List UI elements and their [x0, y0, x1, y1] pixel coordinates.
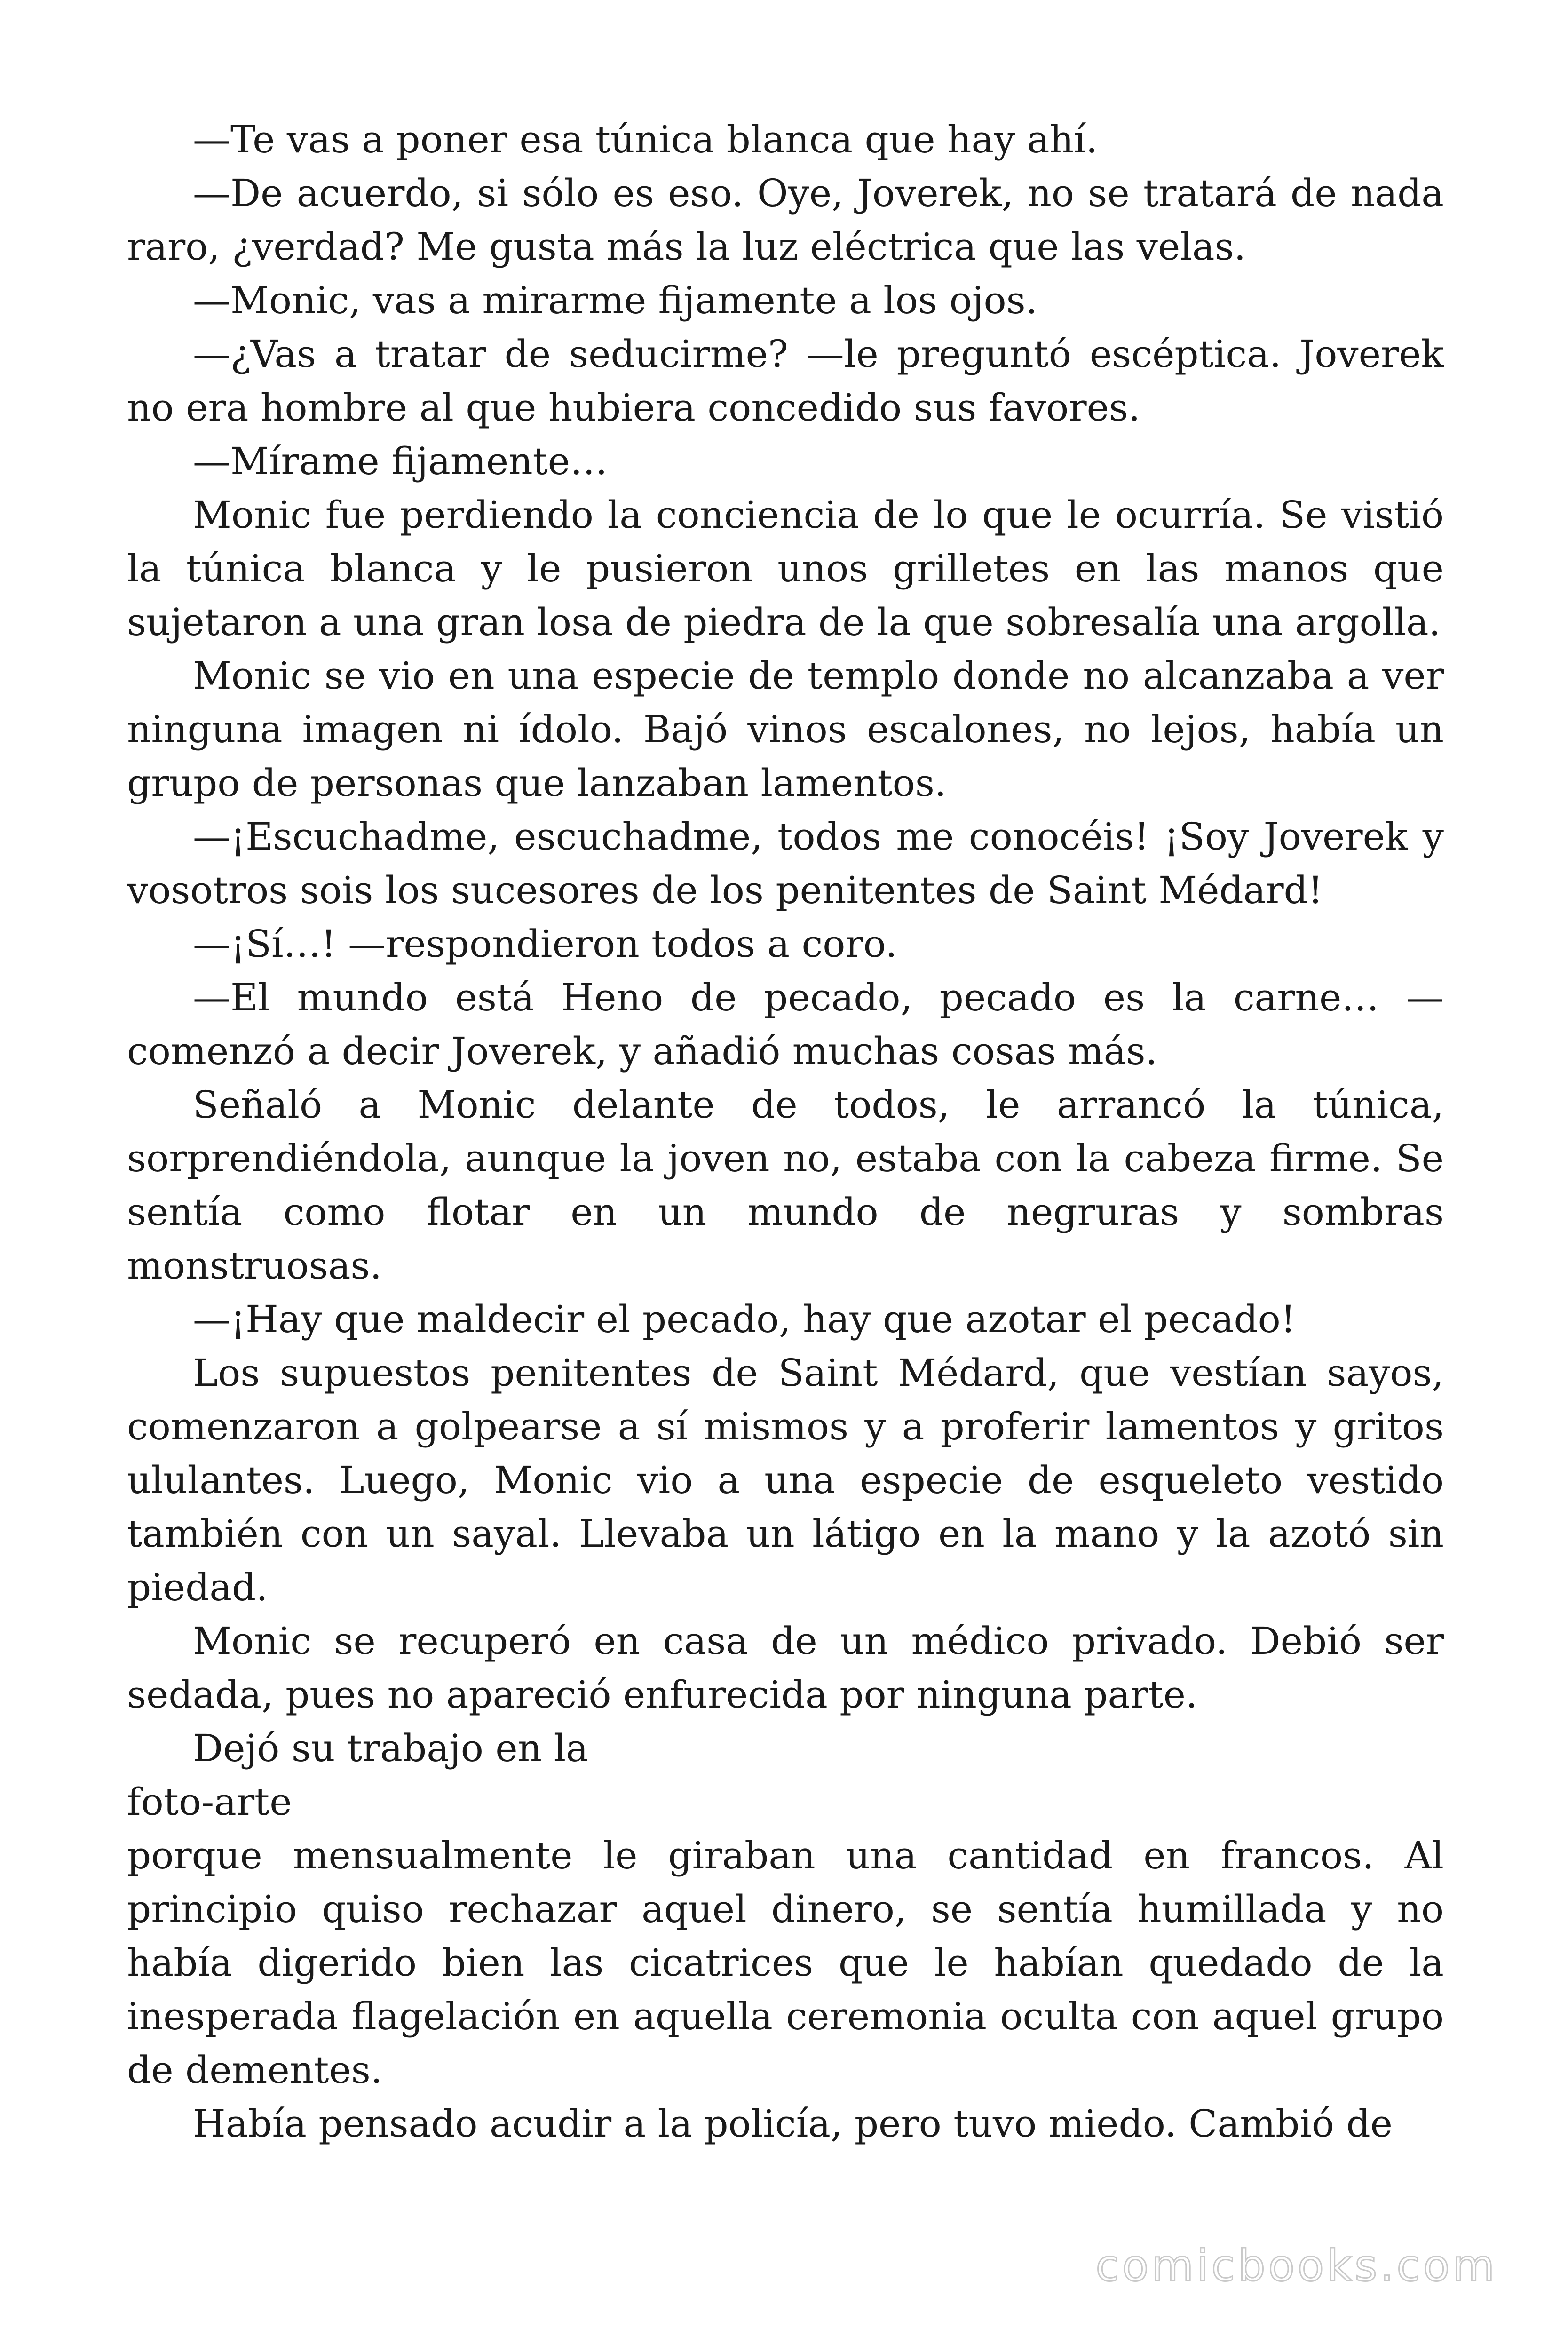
paragraph: Había pensado acudir a la policía, pero tuvo miedo. Cambió de: [193, 2102, 1393, 2145]
paragraph-continuation: porque mensualmente le giraban una cantidad en francos. Al principio quiso rechazar aquel dinero, se sentía humillada y no había digerido bien las cicatrices que le habían quedado de la inesperada flagelación en aquella ceremonia oculta con aquel grupo de dementes.: [127, 1834, 1444, 2092]
paragraph: —¡Sí…! —respondieron todos a coro.: [193, 922, 897, 966]
paragraph: Monic se recuperó en casa de un médico privado. Debió ser sedada, pues no apareció enfurecida por ninguna parte.: [127, 1619, 1444, 1716]
paragraph: Señaló a Monic delante de todos, le arrancó la túnica, sorprendiéndola, aunque la joven no, estaba con la cabeza firme. Se sentía como flotar en un mundo de negruras y sombras monstruosas.: [127, 1083, 1444, 1287]
paragraph: —Mírame fijamente…: [193, 439, 608, 483]
watermark-logo: comicbooks.com: [1095, 2241, 1497, 2291]
paragraph: Los supuestos penitentes de Saint Médard, que vestían sayos, comenzaron a golpearse a sí mismos y a proferir lamentos y gritos ululantes. Luego, Monic vio a una especie de esqueleto vestido también con un sayal. Llevaba un látigo en la mano y la azotó sin piedad.: [127, 1351, 1444, 1609]
paragraph: —Te vas a poner esa túnica blanca que hay ahí.: [193, 118, 1098, 161]
page-text-body: [127, 113, 1444, 2151]
paragraph: Monic se vio en una especie de templo donde no alcanzaba a ver ninguna imagen ni ídolo. Bajó vinos escalones, no lejos, había un grupo de personas que lanzaban lamentos.: [127, 654, 1444, 805]
paragraph-fragment: foto-arte: [127, 1780, 292, 1824]
paragraph: Monic fue perdiendo la conciencia de lo que le ocurría. Se vistió la túnica blanca y le pusieron unos grilletes en las manos que sujetaron a una gran losa de piedra de la que sobresalía una argolla.: [127, 493, 1444, 644]
paragraph: —¿Vas a tratar de seducirme? —le preguntó escéptica. Joverek no era hombre al que hubiera concedido sus favores.: [127, 332, 1444, 429]
paragraph: Dejó su trabajo en la: [193, 1726, 588, 1770]
paragraph: —¡Hay que maldecir el pecado, hay que azotar el pecado!: [193, 1297, 1296, 1341]
paragraph: —De acuerdo, si sólo es eso. Oye, Joverek, no se tratará de nada raro, ¿verdad? Me gusta más la luz eléctrica que las velas.: [127, 171, 1444, 269]
paragraph: —Monic, vas a mirarme fijamente a los ojos.: [193, 278, 1038, 322]
paragraph: —¡Escuchadme, escuchadme, todos me conocéis! ¡Soy Joverek y vosotros sois los sucesores de los penitentes de Saint Médard!: [127, 815, 1444, 912]
paragraph: —El mundo está Heno de pecado, pecado es la carne… —comenzó a decir Joverek, y añadió muchas cosas más.: [127, 976, 1444, 1073]
